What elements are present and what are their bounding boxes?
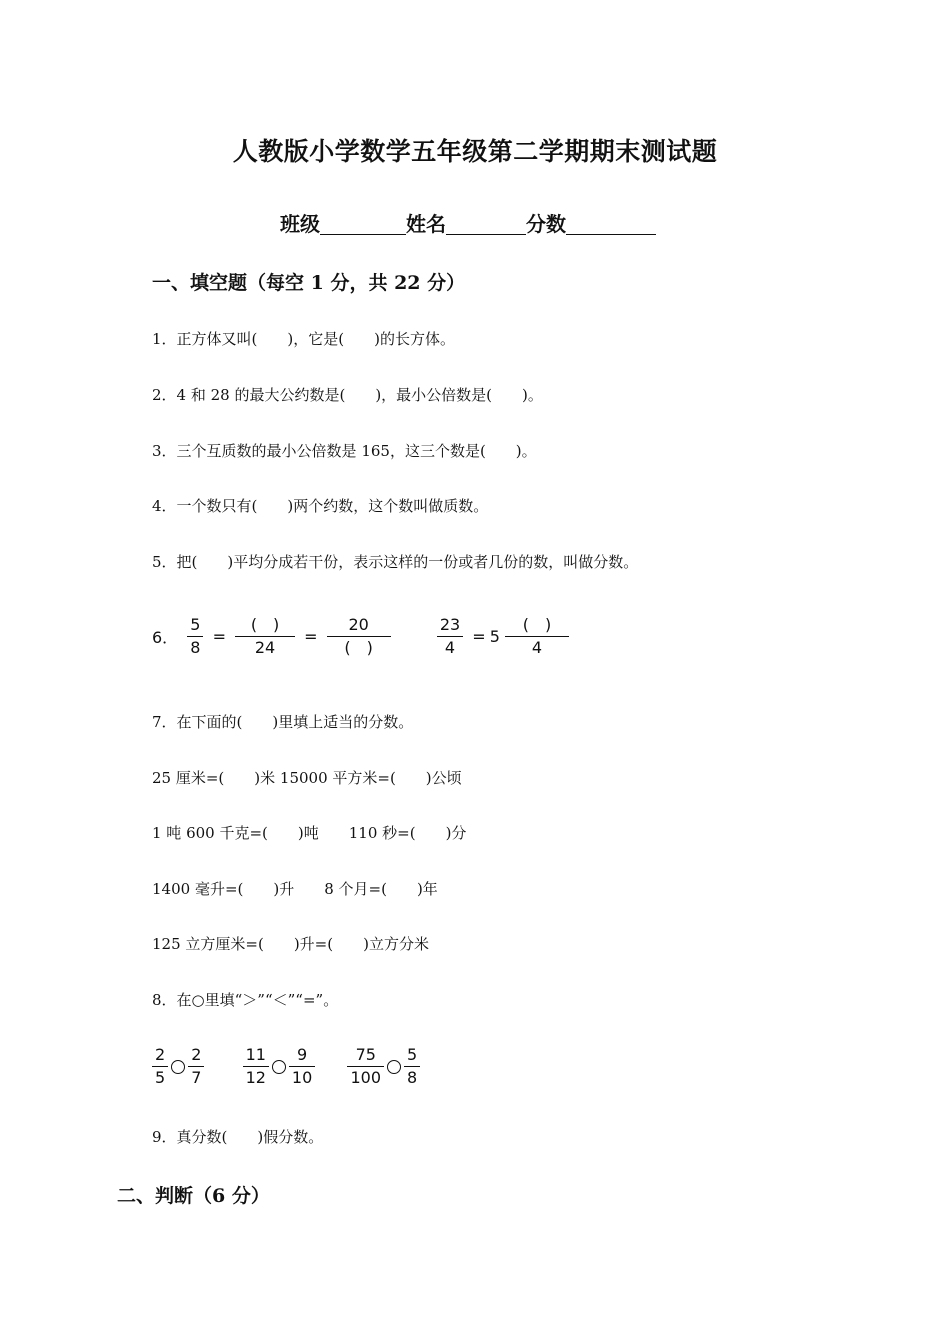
question-9: 9．真分数( )假分数。 bbox=[152, 1128, 324, 1146]
compare-circle[interactable] bbox=[387, 1060, 401, 1074]
fraction-with-blank[interactable]: $\frac{20}{( )}$ bbox=[327, 614, 391, 659]
question-5: 5．把( )平均分成若干份，表示这样的一份或者几份的数，叫做分数。 bbox=[152, 553, 639, 571]
fraction: $\frac{2}{5}$ bbox=[152, 1044, 168, 1089]
fraction: $\frac{9}{10}$ bbox=[289, 1044, 315, 1089]
question-8-comparisons bbox=[152, 1044, 420, 1089]
question-7: 7．在下面的( )里填上适当的分数。 bbox=[152, 713, 414, 731]
equals-sign: = bbox=[304, 627, 318, 646]
fraction: $\frac{11}{12}$ bbox=[243, 1044, 269, 1089]
question-7-line-3: 1400 毫升=( )升 8 个月=( )年 bbox=[152, 880, 438, 898]
question-4: 4．一个数只有( )两个约数，这个数叫做质数。 bbox=[152, 497, 489, 515]
question-2: 2．4 和 28 的最大公约数是( )，最小公倍数是( )。 bbox=[152, 386, 543, 404]
fraction: $\frac{75}{100}$ bbox=[347, 1044, 384, 1089]
section-2-heading: 二、判断（6 分） bbox=[117, 1185, 270, 1207]
question-1: 1．正方体又叫( )，它是( )的长方体。 bbox=[152, 330, 455, 348]
question-7-line-2: 1 吨 600 千克=( )吨 110 秒=( )分 bbox=[152, 824, 467, 842]
score-blank[interactable] bbox=[566, 212, 656, 235]
equals-sign: = bbox=[212, 627, 226, 646]
fraction: $\frac{2}{7}$ bbox=[188, 1044, 204, 1089]
fraction: $\frac{5}{8}$ bbox=[187, 614, 203, 659]
question-3: 3．三个互质数的最小公倍数是 165，这三个数是( )。 bbox=[152, 442, 537, 460]
equals-sign: = bbox=[472, 627, 486, 646]
student-info-line bbox=[280, 208, 656, 237]
whole-number: 5 bbox=[489, 627, 500, 646]
page-title: 人教版小学数学五年级第二学期期末测试题 bbox=[232, 137, 718, 166]
question-7-line-4: 125 立方厘米=( )升=( )立方分米 bbox=[152, 935, 429, 953]
score-label: 分数 bbox=[526, 212, 566, 236]
fraction-with-blank[interactable]: $\frac{( )}{24}$ bbox=[235, 614, 295, 659]
fraction-with-blank[interactable]: $\frac{( )}{4}$ bbox=[505, 614, 569, 659]
compare-circle[interactable] bbox=[272, 1060, 286, 1074]
question-8: 8．在○里填“＞”“＜”“=”。 bbox=[152, 991, 339, 1009]
fraction: $\frac{5}{8}$ bbox=[404, 1044, 420, 1089]
section-1-heading: 一、填空题（每空 1 分，共 22 分） bbox=[152, 272, 466, 294]
fraction: $\frac{23}{4}$ bbox=[437, 614, 463, 659]
q6-label: 6． bbox=[152, 628, 179, 647]
class-blank[interactable] bbox=[320, 212, 406, 235]
name-label: 姓名 bbox=[406, 212, 446, 236]
class-label: 班级 bbox=[280, 212, 320, 236]
question-7-line-1: 25 厘米=( )米 15000 平方米=( )公顷 bbox=[152, 769, 462, 787]
name-blank[interactable] bbox=[446, 212, 526, 235]
question-6 bbox=[152, 614, 569, 659]
compare-circle[interactable] bbox=[171, 1060, 185, 1074]
